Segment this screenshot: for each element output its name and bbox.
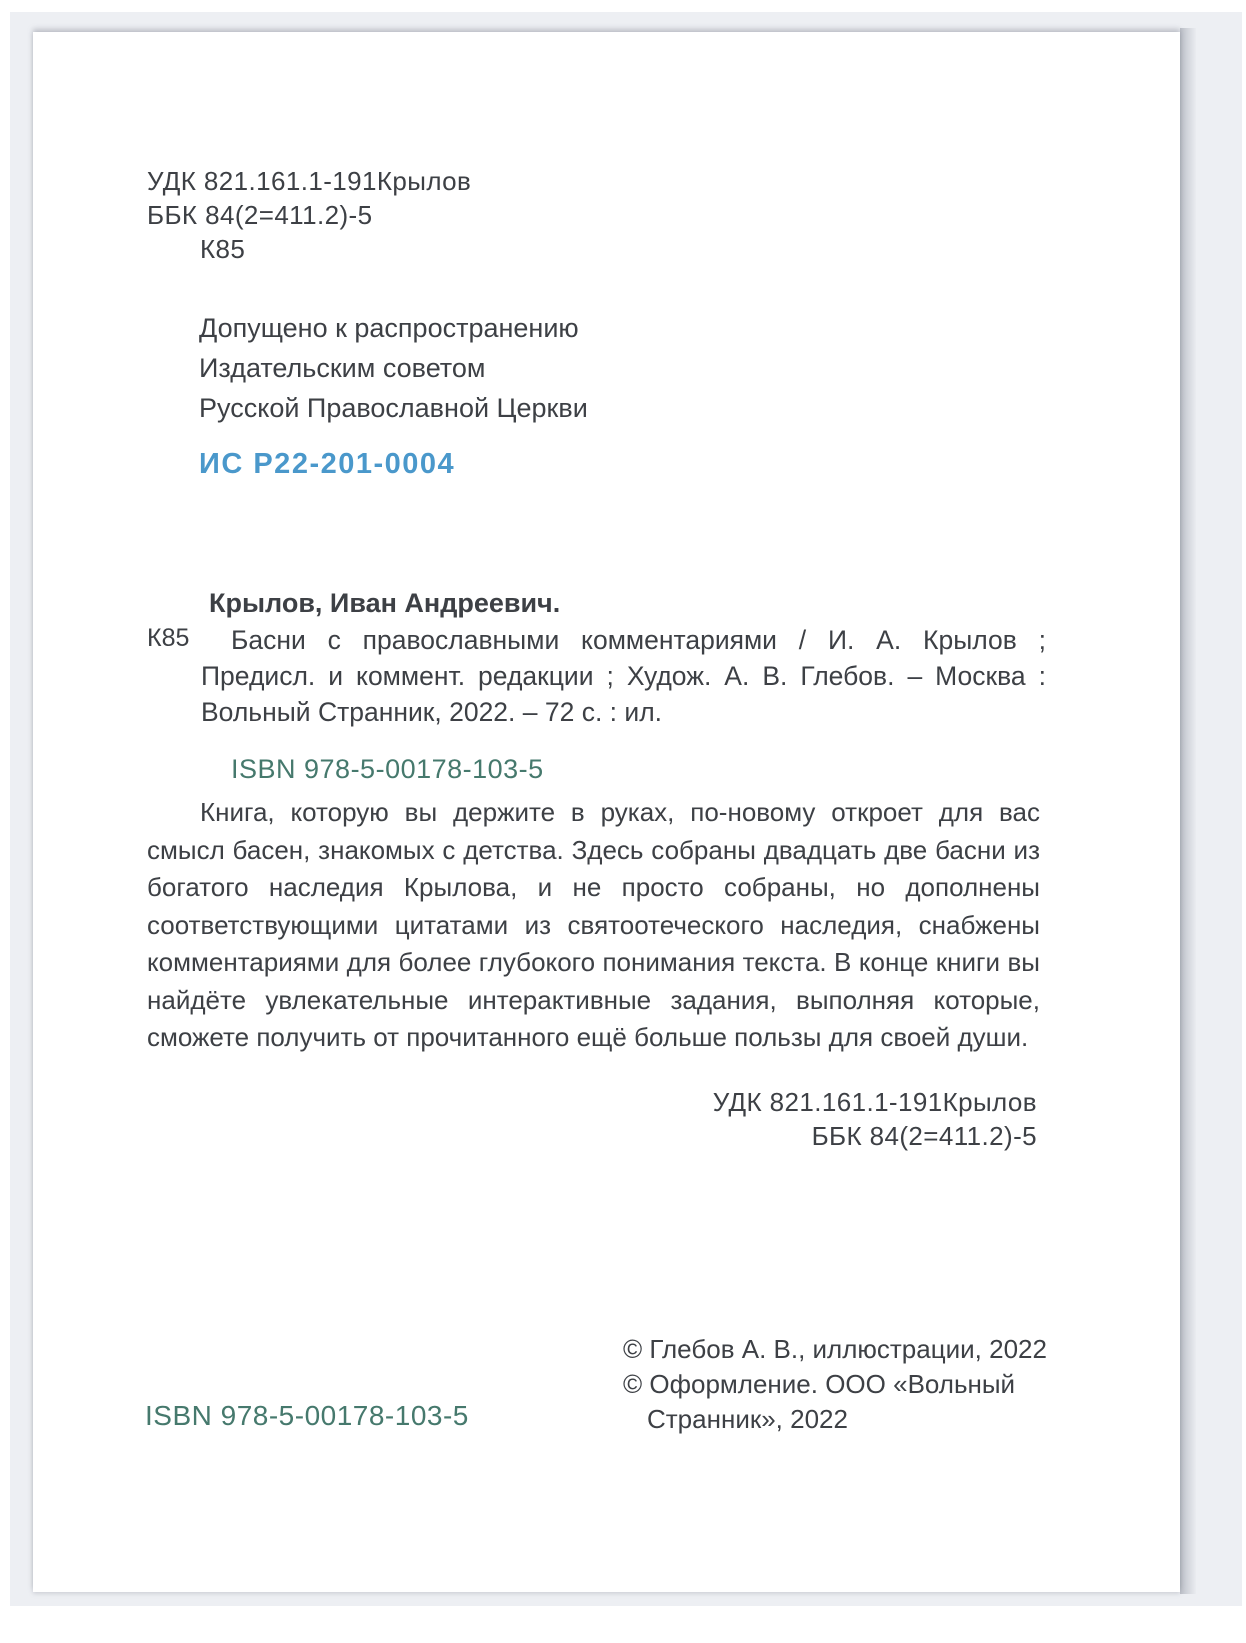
church-approval-block	[199, 308, 588, 428]
bbk-code: ББК 84(2=411.2)-5	[147, 200, 373, 230]
catalog-author-sign: К85	[147, 624, 190, 652]
copyright-design-continued: Странник», 2022	[647, 1404, 848, 1434]
isbn-catalog: ISBN 978-5-00178-103-5	[231, 754, 544, 784]
bbk-code-bottom: ББК 84(2=411.2)-5	[811, 1121, 1037, 1151]
imprint-page	[33, 32, 1180, 1592]
annotation-paragraph: Книга, которую вы держите в руках, по-новому откроет для вас смысл басен, знакомых с детства. Здесь собраны двадцать две басни из богатого наследия Крылова, и не просто собраны, но дополнены соответствующими цитатами из святоотеческого наследия, снабжены комментариями для более глубокого понимания текста. В конце книги вы найдёте увлекательные интерактивные задания, выполняя которые, сможете получить от прочитанного ещё больше пользы для своей души.	[147, 797, 1040, 1052]
approval-line: Русской Православной Церкви	[199, 393, 588, 423]
catalog-description: Басни с православными комментариями / И. А. Крылов ; Предисл. и коммент. редакции ; Худож. А. В. Глебов. – Москва : Вольный Странник, 2022. – 72 с. : ил.	[201, 625, 1046, 727]
classification-block-bottom	[713, 1085, 1037, 1153]
is-permit-number: ИС Р22-201-0004	[199, 448, 456, 480]
copyright-block	[623, 1332, 1047, 1437]
udk-code: УДК 821.161.1-191Крылов	[147, 166, 472, 196]
udk-code-bottom: УДК 821.161.1-191Крылов	[712, 1087, 1037, 1117]
book-page-photo	[10, 12, 1242, 1606]
catalog-author-heading: Крылов, Иван Андреевич.	[209, 588, 561, 618]
classification-block-top	[147, 164, 471, 266]
approval-line: Издательским советом	[199, 353, 486, 383]
copyright-design: © Оформление. ООО «Вольный	[623, 1369, 1016, 1399]
author-sign: К85	[200, 234, 246, 264]
approval-line: Допущено к распространению	[199, 313, 579, 343]
copyright-illustrations: © Глебов А. В., иллюстрации, 2022	[623, 1334, 1047, 1364]
page-edge-shadow	[1180, 28, 1196, 1594]
isbn-bottom: ISBN 978-5-00178-103-5	[145, 1400, 469, 1431]
